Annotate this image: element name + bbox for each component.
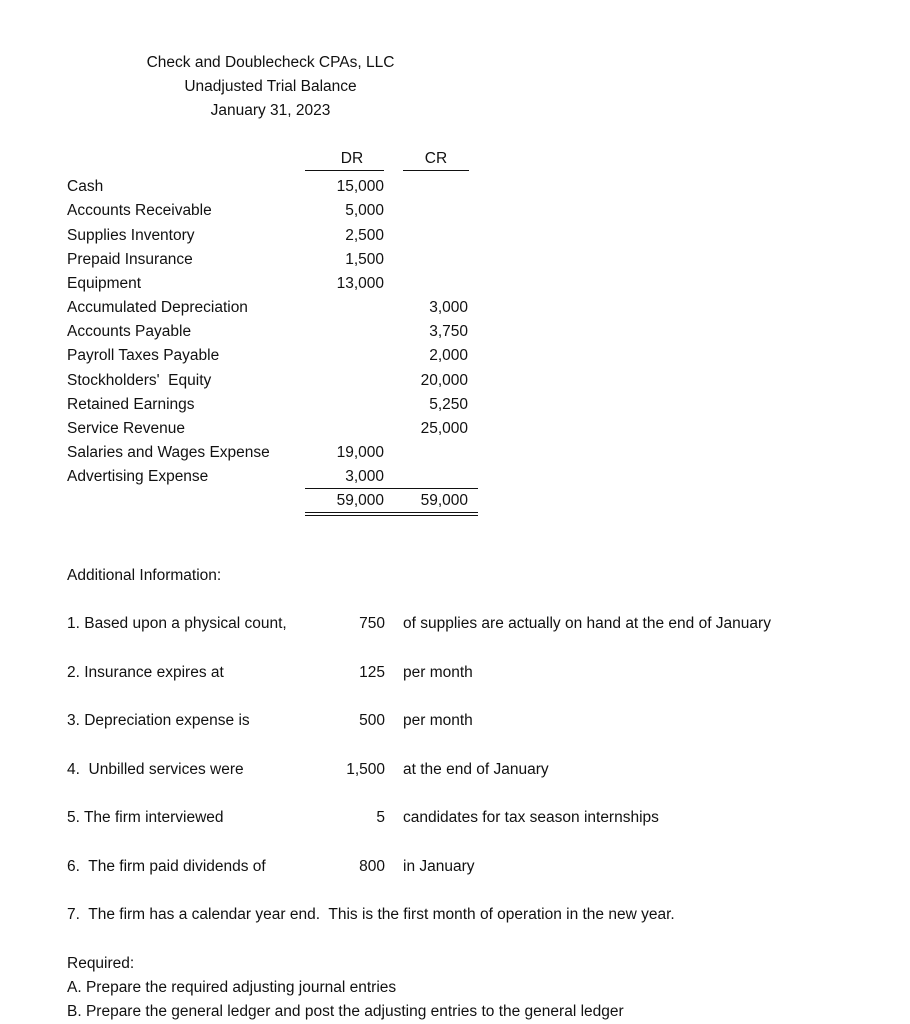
- info-item-text: 5. The firm interviewed: [67, 809, 224, 826]
- account-cr: 3,750: [429, 323, 468, 340]
- info-item-desc: candidates for tax season internships: [403, 809, 659, 826]
- total-dr: 59,000: [336, 492, 384, 509]
- cr-column-header: CR: [424, 150, 448, 167]
- totals-double-rule-1: [305, 512, 478, 513]
- totals-top-rule: [305, 488, 478, 489]
- required-heading: Required:: [67, 955, 135, 972]
- account-name: Payroll Taxes Payable: [67, 347, 220, 364]
- total-cr: 59,000: [420, 492, 468, 509]
- account-name: Supplies Inventory: [67, 227, 195, 244]
- info-item-desc: per month: [403, 664, 473, 681]
- account-name: Retained Earnings: [67, 396, 195, 413]
- info-item-desc: at the end of January: [403, 761, 549, 778]
- additional-info-heading: Additional Information:: [67, 567, 222, 584]
- info-item-7: 7. The firm has a calendar year end. This is the first month of operation in the new year.: [67, 906, 675, 923]
- info-item-text: 3. Depreciation expense is: [67, 712, 250, 729]
- required-item-a: A. Prepare the required adjusting journal entries: [67, 979, 397, 996]
- info-item-desc: in January: [403, 858, 475, 875]
- account-name: Accumulated Depreciation: [67, 299, 248, 316]
- cr-header-underline: [403, 170, 469, 171]
- account-dr: 3,000: [345, 468, 384, 485]
- account-dr: 2,500: [345, 227, 384, 244]
- account-name: Service Revenue: [67, 420, 186, 437]
- info-item-desc: per month: [403, 712, 473, 729]
- account-name: Cash: [67, 178, 104, 195]
- account-dr: 19,000: [336, 444, 384, 461]
- account-name: Accounts Payable: [67, 323, 192, 340]
- account-name: Accounts Receivable: [67, 202, 212, 219]
- account-dr: 1,500: [345, 251, 384, 268]
- info-item-value: 125: [359, 664, 385, 681]
- account-dr: 15,000: [336, 178, 384, 195]
- account-cr: 2,000: [429, 347, 468, 364]
- report-date: January 31, 2023: [210, 102, 331, 119]
- info-item-text: 6. The firm paid dividends of: [67, 858, 266, 875]
- account-dr: 5,000: [345, 202, 384, 219]
- account-cr: 5,250: [429, 396, 468, 413]
- account-name: Equipment: [67, 275, 142, 292]
- account-cr: 3,000: [429, 299, 468, 316]
- account-cr: 25,000: [420, 420, 468, 437]
- info-item-value: 5: [376, 809, 385, 826]
- required-item-b: B. Prepare the general ledger and post the adjusting entries to the general ledger: [67, 1003, 624, 1020]
- account-name: Stockholders' Equity: [67, 372, 212, 389]
- company-name: Check and Doublecheck CPAs, LLC: [146, 54, 395, 71]
- account-dr: 13,000: [336, 275, 384, 292]
- dr-column-header: DR: [340, 150, 364, 167]
- totals-double-rule-2: [305, 515, 478, 516]
- info-item-text: 1. Based upon a physical count,: [67, 615, 287, 632]
- info-item-text: 4. Unbilled services were: [67, 761, 244, 778]
- dr-header-underline: [305, 170, 384, 171]
- info-item-value: 750: [359, 615, 385, 632]
- account-name: Advertising Expense: [67, 468, 209, 485]
- info-item-value: 800: [359, 858, 385, 875]
- account-name: Prepaid Insurance: [67, 251, 193, 268]
- info-item-value: 1,500: [346, 761, 385, 778]
- report-title: Unadjusted Trial Balance: [184, 78, 357, 95]
- account-name: Salaries and Wages Expense: [67, 444, 270, 461]
- account-cr: 20,000: [420, 372, 468, 389]
- info-item-text: 2. Insurance expires at: [67, 664, 224, 681]
- info-item-desc: of supplies are actually on hand at the end of January: [403, 615, 771, 632]
- info-item-value: 500: [359, 712, 385, 729]
